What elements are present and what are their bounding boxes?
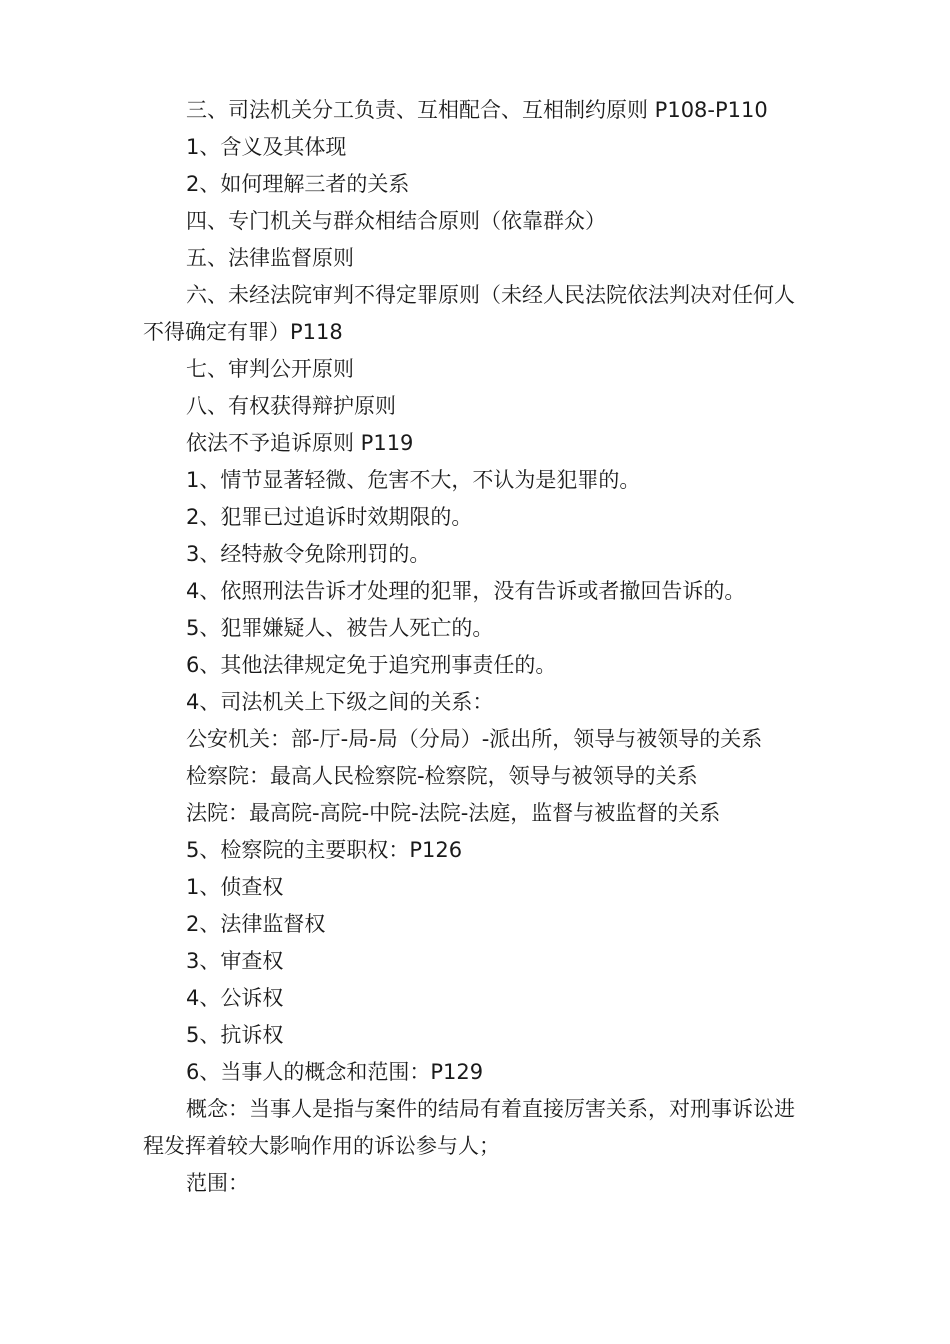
paragraph: 5、检察院的主要职权：P126 <box>186 838 463 862</box>
paragraph: 五、法律监督原则 <box>186 246 354 270</box>
paragraph: 6、当事人的概念和范围：P129 <box>186 1060 484 1084</box>
paragraph: 1、含义及其体现 <box>186 135 347 159</box>
paragraph: 2、法律监督权 <box>186 912 326 936</box>
document-body <box>143 92 803 1202</box>
paragraph: 2、如何理解三者的关系 <box>186 172 410 196</box>
paragraph: 3、经特赦令免除刑罚的。 <box>186 542 431 566</box>
paragraph: 检察院：最高人民检察院-检察院，领导与被领导的关系 <box>186 764 698 788</box>
paragraph: 4、司法机关上下级之间的关系： <box>186 690 494 714</box>
paragraph: 八、有权获得辩护原则 <box>186 394 396 418</box>
paragraph: 4、公诉权 <box>186 986 284 1010</box>
paragraph: 4、依照刑法告诉才处理的犯罪，没有告诉或者撤回告诉的。 <box>186 579 746 603</box>
paragraph: 2、犯罪已过追诉时效期限的。 <box>186 505 473 529</box>
paragraph: 1、情节显著轻微、危害不大，不认为是犯罪的。 <box>186 468 641 492</box>
paragraph: 六、未经法院审判不得定罪原则（未经人民法院依法判决对任何人不得确定有罪）P118 <box>143 283 795 344</box>
paragraph: 公安机关：部-厅-局-局（分局）-派出所，领导与被领导的关系 <box>186 727 763 751</box>
paragraph: 三、司法机关分工负责、互相配合、互相制约原则 P108-P110 <box>186 98 768 122</box>
paragraph: 5、犯罪嫌疑人、被告人死亡的。 <box>186 616 494 640</box>
paragraph: 6、其他法律规定免于追究刑事责任的。 <box>186 653 557 677</box>
paragraph: 四、专门机关与群众相结合原则（依靠群众） <box>186 209 606 233</box>
paragraph: 5、抗诉权 <box>186 1023 284 1047</box>
paragraph: 3、审查权 <box>186 949 284 973</box>
paragraph: 范围： <box>186 1171 249 1195</box>
paragraph: 七、审判公开原则 <box>186 357 354 381</box>
paragraph: 1、侦查权 <box>186 875 284 899</box>
paragraph: 法院：最高院-高院-中院-法院-法庭，监督与被监督的关系 <box>186 801 721 825</box>
paragraph: 概念：当事人是指与案件的结局有着直接厉害关系，对刑事诉讼进程发挥着较大影响作用的诉讼参与人； <box>143 1097 795 1158</box>
paragraph: 依法不予追诉原则 P119 <box>186 431 414 455</box>
